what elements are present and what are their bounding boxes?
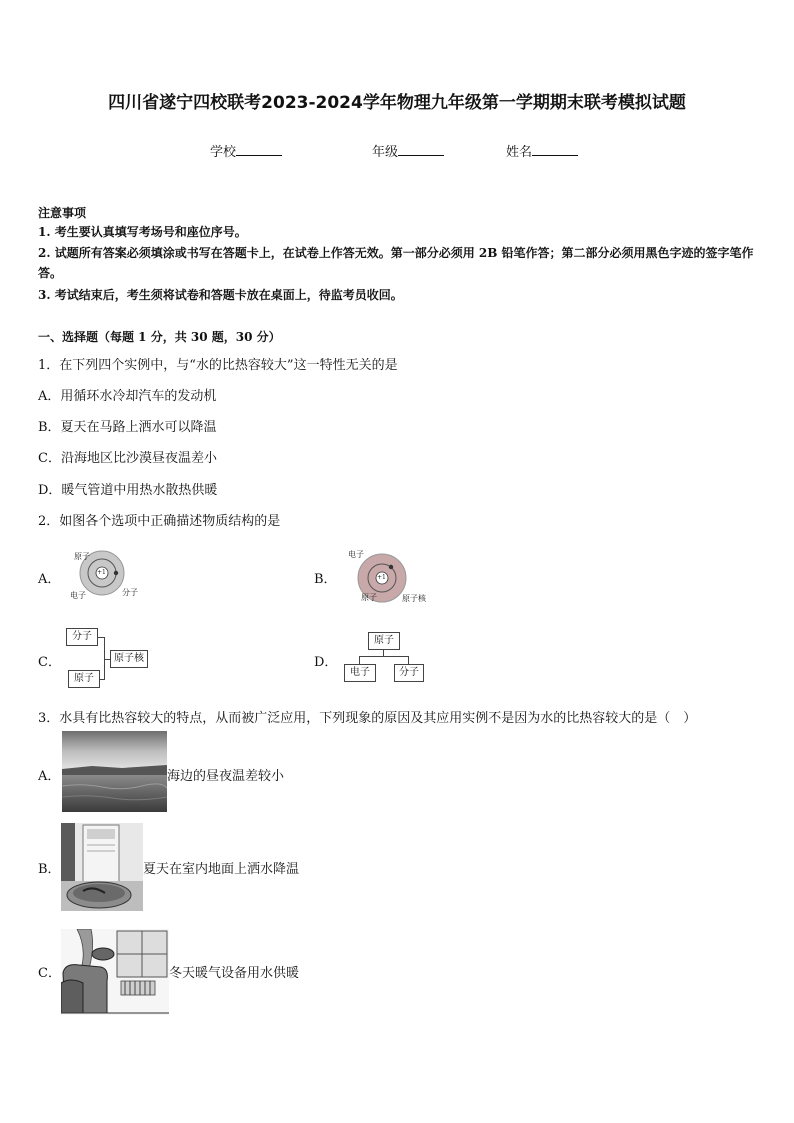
atom-b-nucleus-charge: +1	[377, 574, 386, 581]
box-c-nucleus: 原子核	[110, 650, 148, 668]
question-1-option-d[interactable]: D．暖气管道中用热水散热供暖	[38, 483, 218, 498]
grade-label: 年级	[372, 145, 399, 160]
structure-diagram-c	[64, 628, 154, 690]
question-3-stem: 3．水具有比热容较大的特点，从而被广泛应用，下列现象的原因及其应用实例不是因为水的比热容较大的是（ ）	[38, 711, 697, 726]
heating-room-photo-svg	[61, 929, 169, 1015]
connector	[359, 656, 409, 657]
school-field[interactable]	[210, 141, 282, 160]
atom-diagram-a	[64, 548, 154, 604]
box-c-atom: 原子	[68, 670, 100, 688]
notice-heading: 注意事项	[38, 206, 87, 220]
connector	[359, 656, 360, 664]
question-2-option-b-letter[interactable]: B．	[314, 572, 337, 587]
atom-b-label-nucleus: 原子核	[402, 594, 426, 603]
name-blank[interactable]	[532, 143, 578, 156]
heating-room-photo	[61, 929, 169, 1015]
notice-item-3: 3. 考试结束后，考生须将试卷和答题卡放在桌面上，待监考员收回。	[38, 288, 403, 302]
box-c-molecule: 分子	[66, 628, 98, 646]
atom-a-label-electron: 电子	[70, 591, 86, 600]
box-d-molecule: 分子	[394, 664, 424, 682]
school-blank[interactable]	[236, 143, 282, 156]
question-3-option-c-text[interactable]: 冬天暖气设备用水供暖	[169, 966, 300, 981]
question-3-option-b-text[interactable]: 夏天在室内地面上洒水降温	[143, 862, 300, 877]
question-1-option-c[interactable]: C．沿海地区比沙漠昼夜温差小	[38, 451, 217, 466]
question-3-option-a-text[interactable]: 海边的昼夜温差较小	[167, 769, 285, 784]
atom-diagram-b	[344, 548, 444, 606]
question-1-option-b[interactable]: B．夏天在马路上洒水可以降温	[38, 420, 217, 435]
air-conditioner-photo	[61, 823, 143, 911]
question-2-stem: 2．如图各个选项中正确描述物质结构的是	[38, 514, 281, 529]
atom-b-label-atom: 原子	[361, 593, 377, 602]
grade-field[interactable]	[372, 141, 444, 160]
question-3-option-c-letter[interactable]: C．	[38, 966, 61, 981]
question-2-option-d-letter[interactable]: D．	[314, 655, 338, 670]
box-d-atom: 原子	[368, 632, 400, 650]
connector	[408, 656, 409, 664]
question-2-option-a-letter[interactable]: A．	[38, 572, 61, 587]
structure-diagram-d	[340, 632, 430, 684]
seaside-photo	[62, 731, 167, 812]
atom-a-label-molecule: 分子	[122, 588, 138, 597]
air-conditioner-photo-svg	[61, 823, 143, 911]
school-label: 学校	[210, 145, 237, 160]
question-1-option-a[interactable]: A．用循环水冷却汽车的发动机	[38, 389, 217, 404]
question-3-option-b-letter[interactable]: B．	[38, 862, 61, 877]
atom-a-nucleus-charge: +1	[97, 569, 106, 576]
name-field[interactable]	[506, 141, 578, 160]
section-heading: 一、选择题（每题 1 分，共 30 题，30 分）	[38, 330, 281, 344]
question-2-option-c-letter[interactable]: C．	[38, 655, 61, 670]
notice-item-1: 1. 考生要认真填写考场号和座位序号。	[38, 225, 247, 239]
atom-a-label-atom: 原子	[74, 552, 90, 561]
atom-b-label-electron: 电子	[348, 550, 364, 559]
connector	[100, 679, 105, 680]
connector	[104, 637, 105, 679]
connector	[104, 659, 110, 660]
page-title: 四川省遂宁四校联考2023-2024学年物理九年级第一学期期末联考模拟试题	[108, 93, 686, 113]
box-d-electron: 电子	[344, 664, 376, 682]
name-label: 姓名	[506, 145, 533, 160]
notice-item-2: 2. 试题所有答案必须填涂或书写在答题卡上，在试卷上作答无效。第一部分必须用 2B 铅笔作答；第二部分必须用黑色字迹的签字笔作答。	[38, 246, 754, 280]
question-1-stem: 1．在下列四个实例中，与“水的比热容较大”这一特性无关的是	[38, 358, 398, 373]
seaside-photo-svg	[62, 731, 167, 812]
question-3-option-a-letter[interactable]: A．	[38, 769, 61, 784]
grade-blank[interactable]	[398, 143, 444, 156]
